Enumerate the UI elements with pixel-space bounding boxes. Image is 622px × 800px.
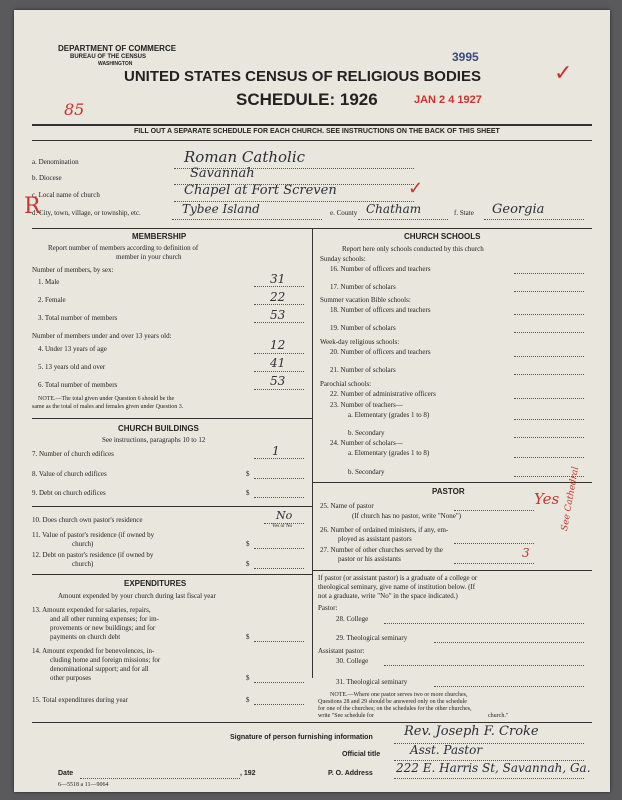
date-year: , 192	[240, 770, 256, 777]
q23b-label: b. Secondary	[348, 429, 385, 437]
graduate-note-1: If pastor (or assistant pastor) is a graduate of a college or	[318, 574, 478, 582]
pastor-subhead: Pastor:	[318, 604, 338, 612]
po-address-value: 222 E. Harris St, Savannah, Ga.	[396, 761, 591, 775]
state-label: f. State	[454, 209, 474, 217]
q23-label: 23. Number of teachers—	[330, 401, 403, 409]
q6-label: 6. Total number of members	[38, 381, 118, 389]
q17-label: 17. Number of scholars	[330, 283, 396, 291]
q15-dollar: $	[246, 696, 250, 704]
expenditures-sub: Amount expended by your church during last fiscal year	[58, 592, 216, 600]
q17-line	[514, 291, 584, 292]
q6-value: 53	[270, 374, 286, 388]
yes-no-hint: Yes or No	[272, 524, 293, 529]
q7-label: 7. Number of church edifices	[32, 450, 114, 458]
q15-label: 15. Total expenditures during year	[32, 696, 128, 704]
side-annotation: See Cathedral	[560, 466, 582, 532]
graduate-note-3: not a graduate, write "No" in the space indicated.)	[318, 592, 458, 600]
q25-hint: (If church has no pastor, write "None")	[352, 512, 462, 520]
q22-line	[514, 398, 584, 399]
red-check-mark: ✓	[554, 60, 573, 85]
q28-label: 28. College	[336, 615, 369, 623]
q1-label: 1. Male	[38, 278, 60, 286]
q23a-line	[514, 419, 584, 420]
membership-note-1: NOTE.—The total given under Question 6 should be the	[38, 396, 175, 402]
signature-label: Signature of person furnishing information	[230, 734, 373, 741]
q9-line	[254, 497, 304, 498]
q13-dollar: $	[246, 633, 250, 641]
q4-line	[254, 353, 304, 354]
q3-label: 3. Total number of members	[38, 314, 118, 322]
q24-label: 24. Number of scholars—	[330, 439, 403, 447]
q9-label: 9. Debt on church edifices	[32, 489, 106, 497]
q23a-label: a. Elementary (grades 1 to 8)	[348, 411, 430, 419]
schools-title: CHURCH SCHOOLS	[404, 232, 481, 241]
county-line	[358, 219, 448, 220]
q4-label: 4. Under 13 years of age	[38, 345, 107, 353]
city-town-line	[172, 219, 322, 220]
expenditures-rule	[32, 574, 312, 575]
q7-line	[254, 458, 304, 459]
q7-value: 1	[272, 444, 280, 458]
denomination-label: a. Denomination	[32, 158, 79, 166]
po-address-line	[394, 778, 584, 779]
q31-line	[434, 686, 584, 687]
q3-line	[254, 322, 304, 323]
q2-label: 2. Female	[38, 296, 66, 304]
membership-note-2: same as the total of males and females given under Question 3.	[32, 404, 184, 410]
date-line	[80, 778, 240, 779]
state-value: Georgia	[492, 202, 545, 217]
q10-label: 10. Does church own pastor's residence	[32, 516, 143, 524]
city-town-value: Tybee Island	[182, 202, 260, 216]
q18-line	[514, 314, 584, 315]
instruction-line: FILL OUT A SEPARATE SCHEDULE FOR EACH CHURCH. SEE INSTRUCTIONS ON THE BACK OF THIS SHEET	[134, 128, 500, 135]
q12-line	[254, 568, 304, 569]
q14-dollar: $	[246, 674, 250, 682]
q6-line	[254, 389, 304, 390]
q9-dollar: $	[246, 489, 250, 497]
q30-line	[384, 665, 584, 666]
q10-value: No	[276, 509, 293, 522]
census-schedule-sheet	[14, 10, 610, 792]
header-rule	[32, 124, 592, 126]
schedule-title: SCHEDULE: 1926	[236, 90, 378, 109]
official-title-value: Asst. Pastor	[410, 743, 483, 757]
state-line	[484, 219, 584, 220]
expenditures-title: EXPENDITURES	[124, 579, 187, 588]
pastor-note-4: write "See schedule for	[318, 713, 374, 719]
q13-label-b: and all other running expenses; for im-	[50, 615, 159, 623]
q16-line	[514, 273, 584, 274]
q13-label-d: payments on church debt	[50, 633, 121, 641]
received-date-stamp: JAN 2 4 1927	[414, 94, 482, 106]
q20-label: 20. Number of officers and teachers	[330, 348, 431, 356]
q8-label: 8. Value of church edifices	[32, 470, 107, 478]
q24a-line	[514, 457, 584, 458]
q14-label-c: denominational support; and for all	[50, 665, 149, 673]
q5-line	[254, 371, 304, 372]
q12-dollar: $	[246, 560, 250, 568]
q21-line	[514, 374, 584, 375]
q12-label-a: 12. Debt on pastor's residence (if owned by	[32, 551, 154, 559]
parochial-schools-label: Parochial schools:	[320, 380, 372, 388]
county-value: Chatham	[366, 202, 422, 216]
pastor-title: PASTOR	[432, 487, 465, 496]
q4-value: 12	[270, 338, 286, 352]
q22-label: 22. Number of administrative officers	[330, 390, 436, 398]
q19-line	[514, 332, 584, 333]
weekday-schools-label: Week-day religious schools:	[320, 338, 400, 346]
signature-rule	[32, 722, 592, 723]
form-title: UNITED STATES CENSUS OF RELIGIOUS BODIES	[124, 68, 481, 85]
q13-label-a: 13. Amount expended for salaries, repairs,	[32, 606, 151, 614]
q26-label-a: 26. Number of ordained ministers, if any, em-	[320, 526, 449, 534]
q24a-label: a. Elementary (grades 1 to 8)	[348, 449, 430, 457]
header-rule-2	[32, 140, 592, 141]
pastor-rule-2	[312, 570, 592, 571]
q27-label-b: pastor or his assistants	[338, 555, 401, 563]
q27-label-a: 27. Number of other churches served by the	[320, 546, 443, 554]
buildings-rule-2	[32, 506, 312, 507]
q14-label-b: cluding home and foreign missions; for	[50, 656, 161, 664]
q25-value: Yes	[534, 490, 560, 508]
q26-line	[454, 543, 534, 544]
q11-label-a: 11. Value of pastor's residence (if owned by	[32, 531, 155, 539]
q11-dollar: $	[246, 540, 250, 548]
pastor-rule	[312, 482, 592, 483]
q16-label: 16. Number of officers and teachers	[330, 265, 431, 273]
graduate-note-2: theological seminary, give name of institution below. (If	[318, 583, 476, 591]
q24b-label: b. Secondary	[348, 468, 385, 476]
q25-line	[454, 510, 534, 511]
pastor-note-1: NOTE.—Where one pastor serves two or more churches,	[330, 692, 468, 698]
q11-line	[254, 548, 304, 549]
sunday-schools-label: Sunday schools:	[320, 255, 366, 263]
q3-value: 53	[270, 308, 286, 322]
q2-line	[254, 304, 304, 305]
diocese-value: Savannah	[190, 166, 255, 181]
q12-label-b: church)	[72, 560, 94, 568]
city-town-label: d. City, town, village, or township, etc.	[32, 209, 141, 217]
q13-label-c: provements or new buildings; and for	[50, 624, 156, 632]
county-label: e. County	[330, 209, 358, 217]
q14-label-a: 14. Amount expended for benevolences, in-	[32, 647, 155, 655]
column-divider	[312, 228, 313, 678]
red-margin-mark: R	[24, 194, 41, 219]
q8-line	[254, 478, 304, 479]
pastor-note-2: Questions 28 and 29 should be answered only on the schedule	[318, 699, 467, 705]
q2-value: 22	[270, 290, 286, 304]
q25-label: 25. Name of pastor	[320, 502, 374, 510]
age-header: Number of members under and over 13 years old:	[32, 332, 172, 340]
q8-dollar: $	[246, 470, 250, 478]
q14-label-d: other purposes	[50, 674, 92, 682]
denomination-value: Roman Catholic	[184, 148, 306, 166]
q14-line	[254, 682, 304, 683]
q20-line	[514, 356, 584, 357]
q26-label-b: ployed as assistant pastors	[338, 535, 412, 543]
q27-value: 3	[522, 546, 530, 560]
q15-line	[254, 704, 304, 705]
schools-sub: Report here only schools conducted by this church	[342, 245, 484, 253]
q1-line	[254, 286, 304, 287]
official-title-label: Official title	[342, 751, 381, 758]
diocese-label: b. Diocese	[32, 174, 62, 182]
red-check-mark-2: ✓	[408, 178, 424, 198]
membership-sub-2: member in your church	[116, 253, 182, 261]
summer-schools-label: Summer vacation Bible schools:	[320, 296, 411, 304]
pastor-note-5: church."	[488, 713, 509, 719]
assistant-pastor-subhead: Assistant pastor:	[318, 647, 365, 655]
q29-label: 29. Theological seminary	[336, 634, 408, 642]
q31-label: 31. Theological seminary	[336, 678, 408, 686]
q5-value: 41	[270, 356, 286, 370]
q5-label: 5. 13 years old and over	[38, 363, 106, 371]
membership-sub-1: Report number of members according to definition of	[48, 244, 199, 252]
q11-label-b: church)	[72, 540, 94, 548]
q1-value: 31	[270, 272, 286, 286]
q21-label: 21. Number of scholars	[330, 366, 396, 374]
serial-number: 3995	[452, 50, 479, 64]
city-label: WASHINGTON	[98, 61, 133, 67]
buildings-title: CHURCH BUILDINGS	[118, 424, 199, 433]
department-label: DEPARTMENT OF COMMERCE	[58, 44, 177, 53]
po-address-label: P. O. Address	[328, 770, 373, 777]
church-name-value: Chapel at Fort Screven	[184, 183, 337, 198]
form-number: 6—5518 a 11—9064	[58, 782, 109, 788]
date-label: Date	[58, 770, 74, 777]
q13-line	[254, 641, 304, 642]
members-by-sex-label: Number of members, by sex:	[32, 266, 114, 274]
q23b-line	[514, 437, 584, 438]
pastor-note-3: for one of the churches; on the schedules for the other churches,	[318, 706, 472, 712]
bureau-label: BUREAU OF THE CENSUS	[70, 54, 147, 60]
buildings-sub: See instructions, paragraphs 10 to 12	[102, 436, 206, 444]
annotation-number: 85	[64, 100, 85, 119]
buildings-rule	[32, 418, 312, 419]
q28-line	[384, 623, 584, 624]
q18-label: 18. Number of officers and teachers	[330, 306, 431, 314]
church-name-label: c. Local name of church	[32, 191, 100, 199]
q30-label: 30. College	[336, 657, 369, 665]
membership-title: MEMBERSHIP	[132, 232, 187, 241]
q19-label: 19. Number of scholars	[330, 324, 396, 332]
q27-line	[454, 563, 534, 564]
q29-line	[434, 642, 584, 643]
signature-value: Rev. Joseph F. Croke	[404, 724, 539, 739]
